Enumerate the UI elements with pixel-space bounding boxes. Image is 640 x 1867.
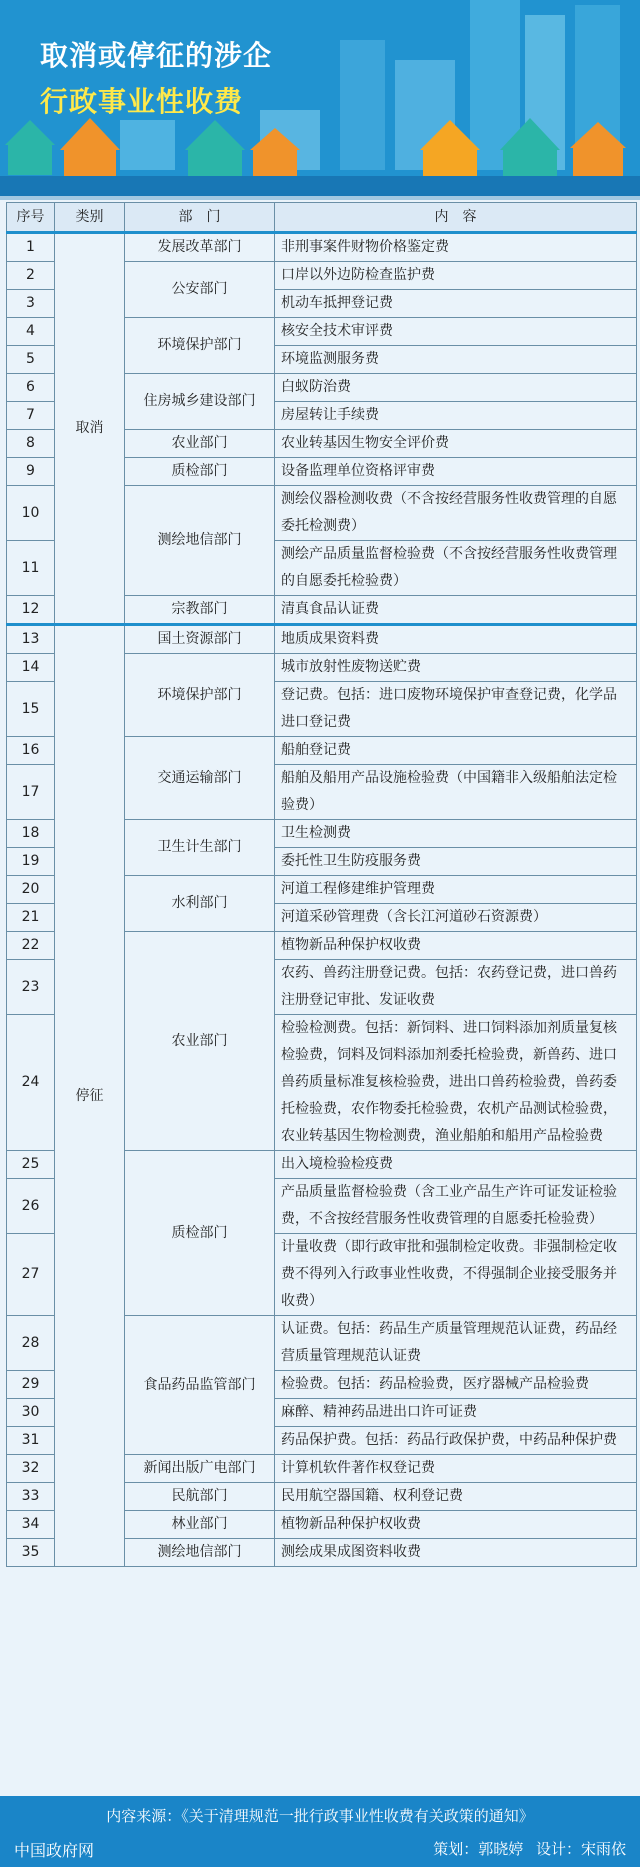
department-cell: 发展改革部门 [125,233,275,262]
row-number: 13 [7,625,55,654]
column-header-number: 序号 [7,203,55,233]
row-number: 6 [7,374,55,402]
row-number: 8 [7,430,55,458]
row-number: 24 [7,1015,55,1151]
fee-content-cell: 产品质量监督检验费（含工业产品生产许可证发证检验费，不含按经营服务性收费管理的自愿委托检验费） [275,1179,637,1234]
design-credit: 设计：宋雨依 [535,1840,626,1858]
row-number: 5 [7,346,55,374]
row-number: 15 [7,682,55,737]
row-number: 33 [7,1483,55,1511]
fee-content-cell: 计算机软件著作权登记费 [275,1455,637,1483]
fee-content-cell: 检验费。包括：药品检验费，医疗器械产品检验费 [275,1371,637,1399]
row-number: 19 [7,848,55,876]
department-cell: 新闻出版广电部门 [125,1455,275,1483]
fee-content-cell: 植物新品种保护权收费 [275,932,637,960]
fee-content-cell: 测绘产品质量监督检验费（不含按经营服务性收费管理的自愿委托检验费） [275,541,637,596]
row-number: 28 [7,1316,55,1371]
fee-content-cell: 环境监测服务费 [275,346,637,374]
row-number: 32 [7,1455,55,1483]
fee-content-cell: 出入境检验检疫费 [275,1151,637,1179]
row-number: 34 [7,1511,55,1539]
row-number: 35 [7,1539,55,1567]
row-number: 18 [7,820,55,848]
row-number: 26 [7,1179,55,1234]
column-header-category: 类别 [55,203,125,233]
fee-content-cell: 清真食品认证费 [275,596,637,625]
department-cell: 国土资源部门 [125,625,275,654]
category-cell: 停征 [55,625,125,1567]
department-cell: 宗教部门 [125,596,275,625]
row-number: 20 [7,876,55,904]
department-cell: 住房城乡建设部门 [125,374,275,430]
banner-title-line2: 行政事业性收费 [40,85,244,118]
department-cell: 水利部门 [125,876,275,932]
row-number: 10 [7,486,55,541]
category-cell: 取消 [55,233,125,625]
fee-content-cell: 卫生检测费 [275,820,637,848]
department-cell: 民航部门 [125,1483,275,1511]
table-row [7,625,637,654]
fee-content-cell: 地质成果资料费 [275,625,637,654]
row-number: 30 [7,1399,55,1427]
row-number: 9 [7,458,55,486]
row-number: 29 [7,1371,55,1399]
row-number: 3 [7,290,55,318]
fee-content-cell: 机动车抵押登记费 [275,290,637,318]
fee-table-body [7,233,637,1567]
row-number: 4 [7,318,55,346]
fee-content-cell: 计量收费（即行政审批和强制检定收费。非强制检定收费不得列入行政事业性收费，不得强制企业接受服务并收费） [275,1234,637,1316]
department-cell: 农业部门 [125,430,275,458]
fee-content-cell: 非刑事案件财物价格鉴定费 [275,233,637,262]
credits [425,1838,626,1859]
table-row [7,233,637,262]
fee-table [6,202,637,1567]
fee-content-cell: 房屋转让手续费 [275,402,637,430]
column-header-content: 内 容 [275,203,637,233]
fee-content-cell: 农业转基因生物安全评价费 [275,430,637,458]
column-header-department: 部 门 [125,203,275,233]
fee-content-cell: 设备监理单位资格评审费 [275,458,637,486]
fee-content-cell: 植物新品种保护权收费 [275,1511,637,1539]
department-cell: 质检部门 [125,1151,275,1316]
row-number: 17 [7,765,55,820]
fee-content-cell: 登记费。包括：进口废物环境保护审查登记费，化学品进口登记费 [275,682,637,737]
department-cell: 林业部门 [125,1511,275,1539]
row-number: 12 [7,596,55,625]
fee-content-cell: 检验检测费。包括：新饲料、进口饲料添加剂质量复核检验费，饲料及饲料添加剂委托检验费，新兽药、进口兽药质量标准复核检验费，进出口兽药检验费，兽药委托检验费，农作物委托检验费，农机产品测试检验费，农业转基因生物检测费，渔业船舶和船用产品检验费 [275,1015,637,1151]
row-number: 23 [7,960,55,1015]
department-cell: 测绘地信部门 [125,486,275,596]
department-cell: 卫生计生部门 [125,820,275,876]
fee-content-cell: 委托性卫生防疫服务费 [275,848,637,876]
department-cell: 质检部门 [125,458,275,486]
department-cell: 测绘地信部门 [125,1539,275,1567]
source-note: 内容来源：《关于清理规范一批行政事业性收费有关政策的通知》 [106,1807,534,1825]
row-number: 16 [7,737,55,765]
fee-content-cell: 河道采砂管理费（含长江河道砂石资源费） [275,904,637,932]
department-cell: 公安部门 [125,262,275,318]
row-number: 1 [7,233,55,262]
fee-content-cell: 白蚁防治费 [275,374,637,402]
planning-credit: 策划：郭晓婷 [433,1840,524,1858]
row-number: 27 [7,1234,55,1316]
fee-content-cell: 认证费。包括：药品生产质量管理规范认证费，药品经营质量管理规范认证费 [275,1316,637,1371]
publisher-label: 中国政府网 [14,1841,95,1860]
row-number: 25 [7,1151,55,1179]
fee-content-cell: 民用航空器国籍、权利登记费 [275,1483,637,1511]
fee-content-cell: 河道工程修建维护管理费 [275,876,637,904]
fee-content-cell: 船舶登记费 [275,737,637,765]
fee-content-cell: 药品保护费。包括：药品行政保护费，中药品种保护费 [275,1427,637,1455]
department-cell: 农业部门 [125,932,275,1151]
banner-title-line1: 取消或停征的涉企 [40,39,273,72]
header-banner [0,0,640,200]
department-cell: 食品药品监管部门 [125,1316,275,1455]
row-number: 14 [7,654,55,682]
fee-content-cell: 口岸以外边防检查监护费 [275,262,637,290]
footer-bar [0,1796,640,1867]
row-number: 7 [7,402,55,430]
fee-content-cell: 测绘仪器检测收费（不含按经营服务性收费管理的自愿委托检测费） [275,486,637,541]
department-cell: 环境保护部门 [125,654,275,737]
fee-content-cell: 农药、兽药注册登记费。包括：农药登记费，进口兽药注册登记审批、发证收费 [275,960,637,1015]
row-number: 22 [7,932,55,960]
fee-content-cell: 核安全技术审评费 [275,318,637,346]
fee-content-cell: 船舶及船用产品设施检验费（中国籍非入级船舶法定检验费） [275,765,637,820]
department-cell: 交通运输部门 [125,737,275,820]
fee-content-cell: 测绘成果成图资料收费 [275,1539,637,1567]
row-number: 2 [7,262,55,290]
row-number: 31 [7,1427,55,1455]
fee-content-cell: 麻醉、精神药品进出口许可证费 [275,1399,637,1427]
row-number: 11 [7,541,55,596]
fee-content-cell: 城市放射性废物送贮费 [275,654,637,682]
row-number: 21 [7,904,55,932]
department-cell: 环境保护部门 [125,318,275,374]
